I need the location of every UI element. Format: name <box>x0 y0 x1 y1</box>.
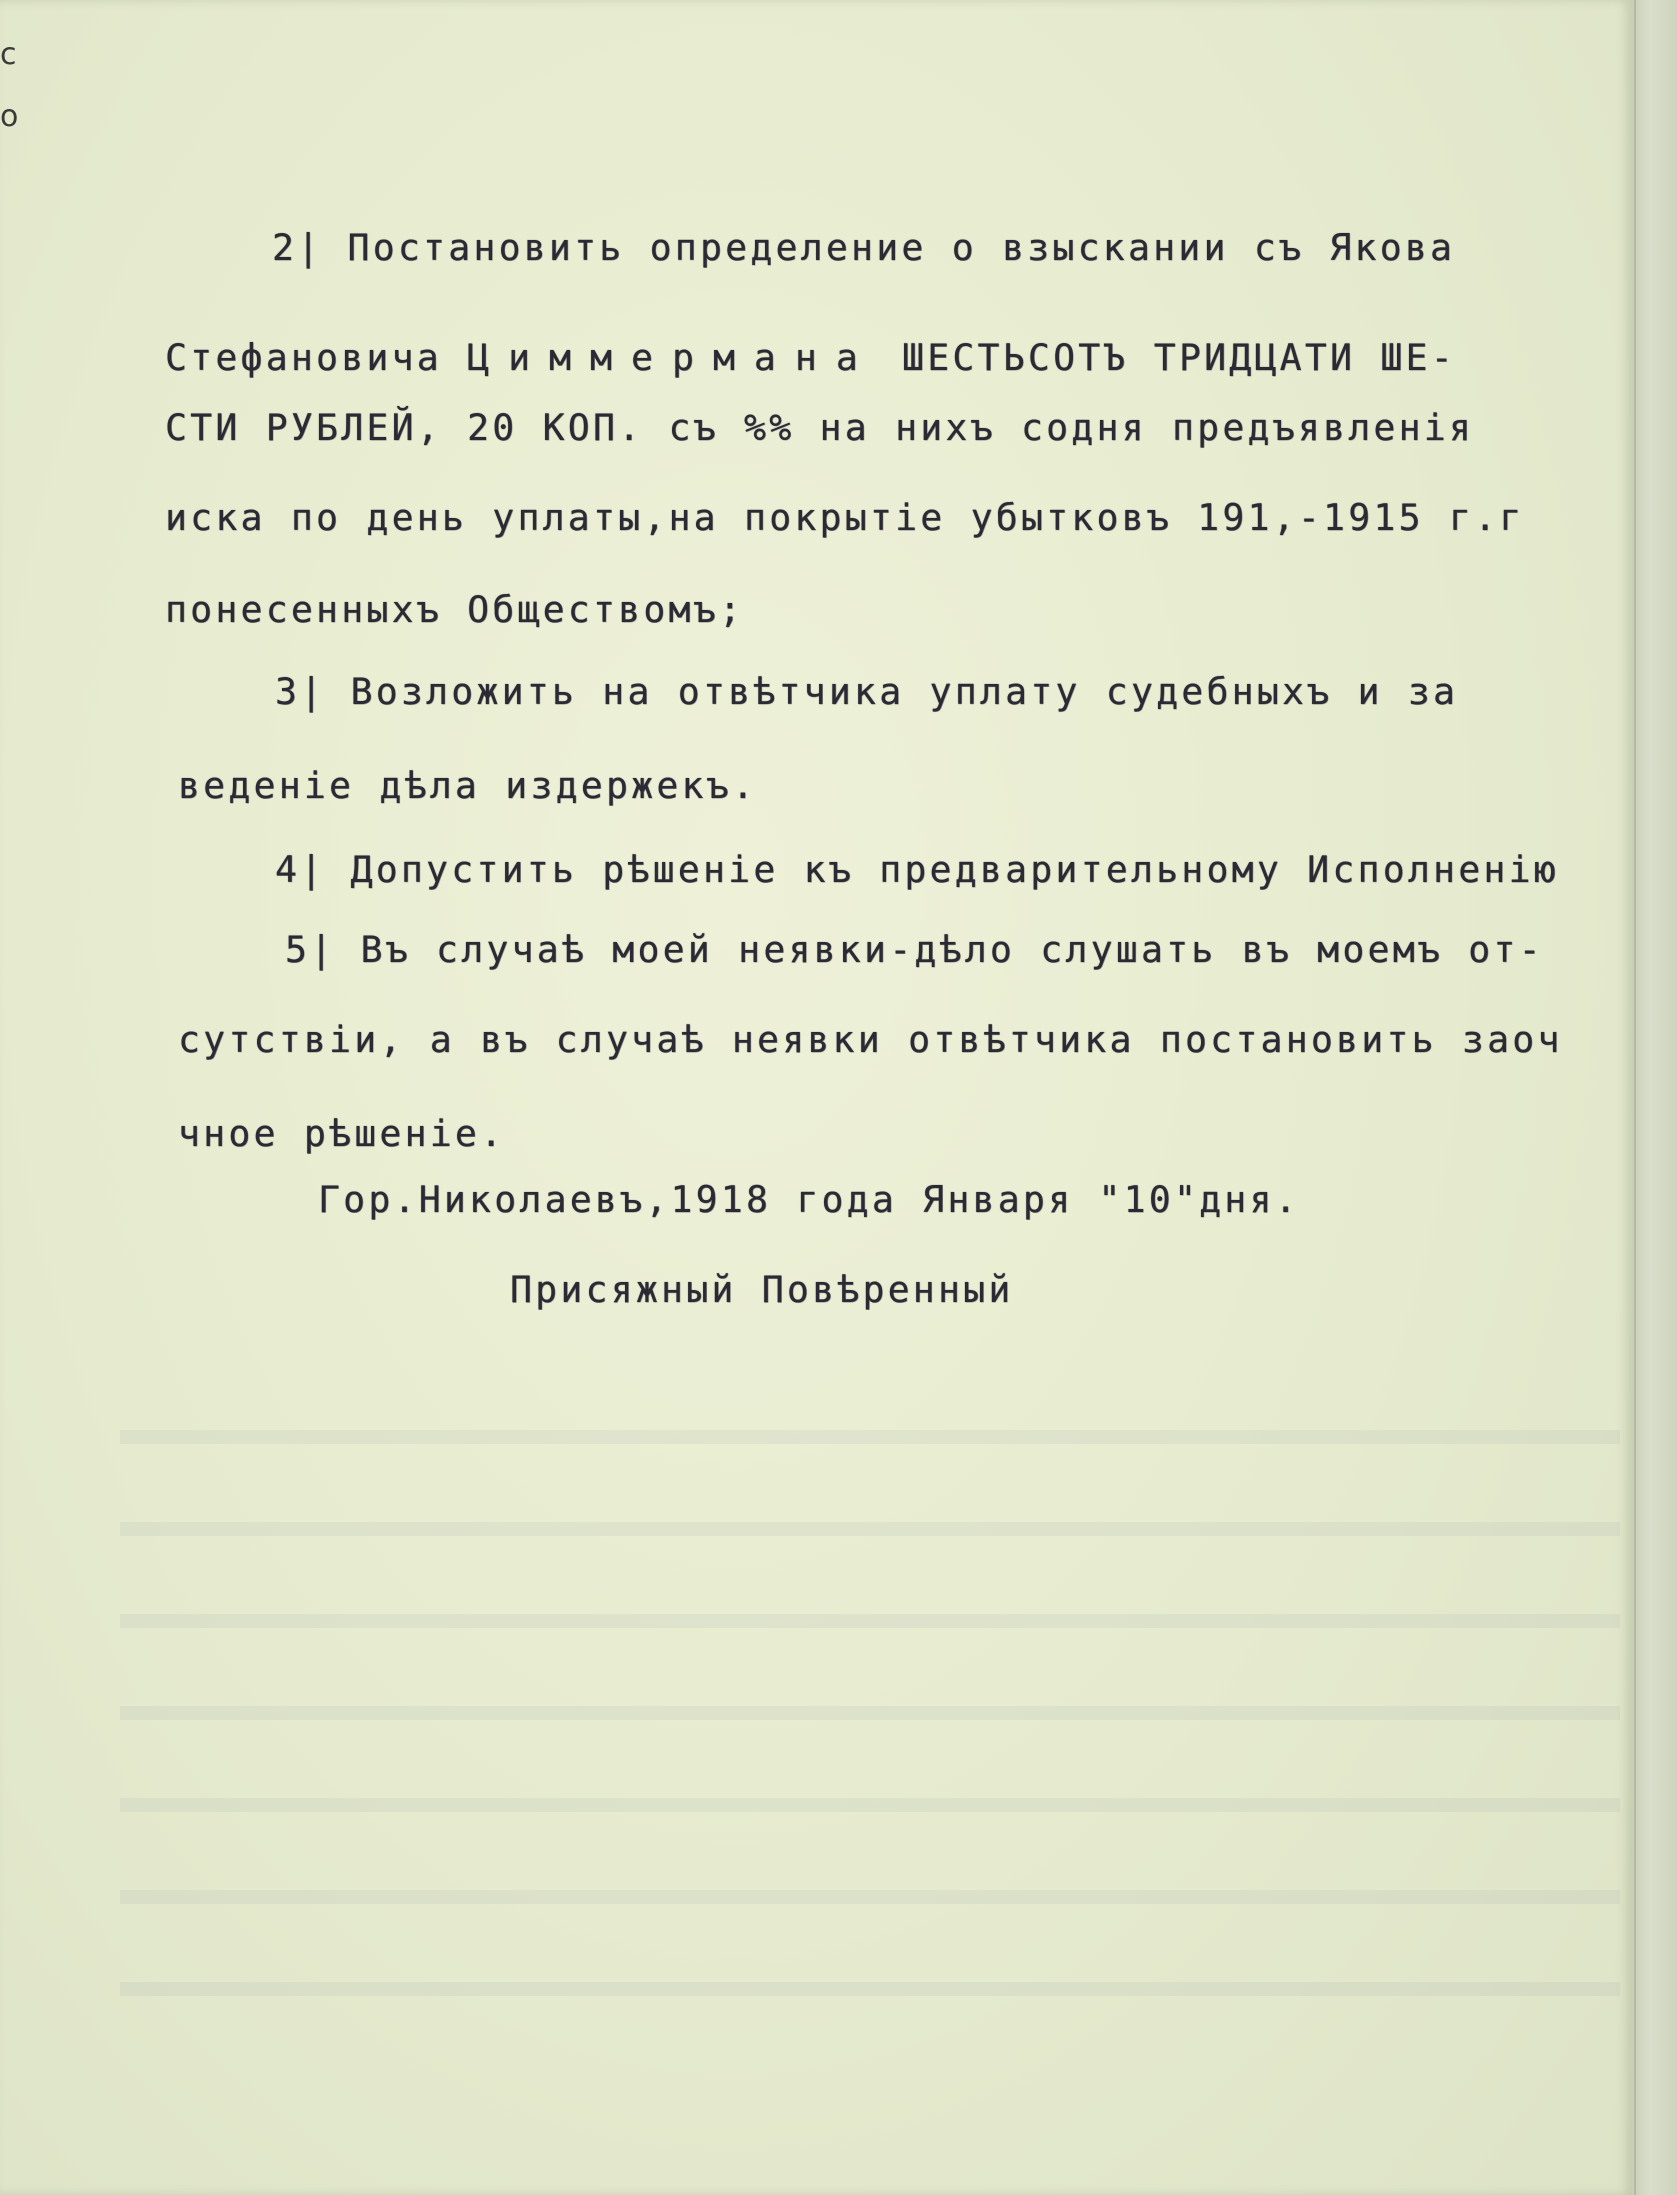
text-line <box>178 764 757 807</box>
line-text: ШЕСТЬСОТЪ ТРИДЦАТИ ШЕ- <box>876 336 1456 379</box>
text-line <box>275 670 1458 713</box>
line-text: иска по день уплаты,на покрытіе убытковъ 191,-1915 г.г <box>165 496 1525 539</box>
text-line <box>165 406 1474 449</box>
line-text: 3| Возложить на отвѣтчика уплату судебныхъ и за <box>275 670 1459 713</box>
margin-marks <box>0 24 18 148</box>
margin-mark: с <box>0 37 17 72</box>
text-line <box>178 1112 505 1155</box>
line-text: сутствіи, а въ случаѣ неявки отвѣтчика постановить заоч <box>178 1018 1563 1061</box>
signature-title-line <box>510 1268 1014 1311</box>
text-line <box>165 588 744 631</box>
text-line <box>272 226 1455 269</box>
text-line <box>165 336 1456 379</box>
line-text: понесенныхъ Обществомъ; <box>165 588 745 631</box>
signature-title: Присяжный Повѣренный <box>510 1268 1014 1311</box>
place-date-line <box>318 1178 1300 1221</box>
line-text: веденіе дѣла издержекъ. <box>178 764 758 807</box>
bleed-through-text <box>120 1370 1620 2010</box>
page-edge <box>1632 0 1677 2195</box>
spaced-surname: Циммермана <box>467 336 877 379</box>
line-text: чное рѣшеніе. <box>178 1112 506 1155</box>
text-line <box>285 928 1544 971</box>
text-line <box>275 848 1559 891</box>
text-line <box>165 496 1524 539</box>
text-line <box>178 1018 1563 1061</box>
page-edge-line <box>1634 0 1636 2195</box>
line-text: СТИ РУБЛЕЙ, 20 КОП. съ %% на нихъ содня предъявленія <box>165 406 1475 449</box>
place-date: Гор.Николаевъ,1918 года Января "10"дня. <box>318 1178 1300 1221</box>
line-text: 5| Въ случаѣ моей неявки-дѣло слушать въ моемъ от- <box>285 928 1544 971</box>
margin-mark: о <box>0 99 19 134</box>
line-text: 4| Допустить рѣшеніе къ предварительному Исполненію <box>275 848 1559 891</box>
line-text: 2| Постановить определение о взыскании съ Якова <box>272 226 1456 269</box>
line-text: Стефановича <box>165 336 468 379</box>
